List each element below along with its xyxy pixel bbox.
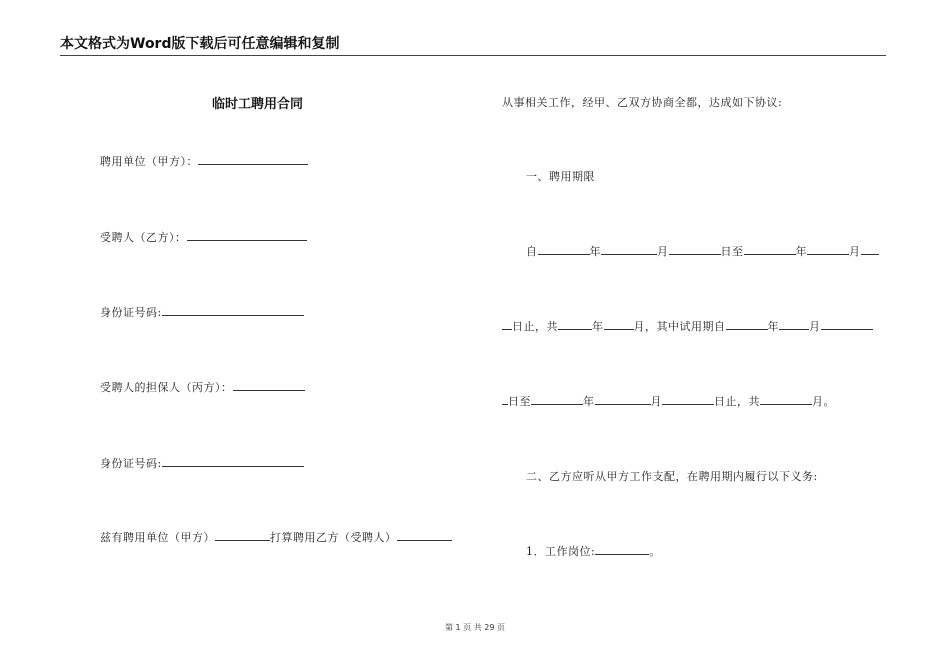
month-text: 月: [657, 245, 669, 258]
employer-label: 聘用单位（甲方）：: [100, 155, 198, 168]
blank: [604, 319, 634, 330]
download-banner: 本文格式为Word版下载后可任意编辑和复制: [60, 36, 886, 56]
term-dates-line: [526, 243, 879, 259]
blank: [662, 394, 714, 405]
page-footer: 第 1 页 共 29 页: [445, 623, 505, 632]
id-blank-2: [162, 456, 304, 467]
blank: [595, 394, 651, 405]
employee-name-blank: [397, 530, 452, 541]
year-text: 年: [592, 320, 604, 333]
blank: [807, 244, 849, 255]
id-label-2: 身份证号码:: [100, 457, 162, 470]
trial-text: 月，其中试用期自: [633, 320, 726, 333]
hire-clause: [100, 529, 452, 545]
blank: [744, 244, 796, 255]
day-end-text: 日止，共: [714, 395, 760, 408]
blank: [531, 394, 583, 405]
employee-blank: [187, 230, 307, 241]
section-1-heading: 一、聘用期限: [526, 170, 595, 183]
trial-end-line: [502, 393, 835, 409]
contract-title: 临时工聘用合同: [212, 97, 304, 112]
day-end-text: 日止，共: [512, 320, 558, 333]
day-to-text: 日至: [508, 395, 531, 408]
trial-period-line: [502, 318, 873, 334]
employee-field: [100, 229, 307, 245]
month-text: 月: [650, 395, 662, 408]
job-position-field: [526, 543, 661, 559]
month-text: 月: [809, 320, 821, 333]
guarantor-label: 受聘人的担保人（丙方）：: [100, 381, 233, 394]
blank: [669, 244, 721, 255]
blank: [558, 319, 592, 330]
id-blank-1: [162, 305, 304, 316]
section-2-heading: 二、乙方应听从甲方工作支配，在聘用期内履行以下义务:: [526, 470, 818, 483]
year-text: 年: [795, 245, 807, 258]
day-to-text: 日至: [720, 245, 744, 258]
blank: [821, 319, 873, 330]
employer-name-blank: [215, 530, 270, 541]
from-text: 自: [526, 245, 538, 258]
employer-blank: [198, 154, 308, 165]
year-text: 年: [583, 395, 595, 408]
hire-clause-a: 兹有聘用单位（甲方）: [100, 531, 215, 544]
id-field-2: [100, 455, 304, 471]
year-text: 年: [767, 320, 779, 333]
blank: [861, 244, 879, 255]
blank: [760, 394, 812, 405]
employer-field: [100, 153, 308, 169]
blank: [538, 244, 590, 255]
month-end-text: 月。: [812, 395, 835, 408]
employee-label: 受聘人（乙方）：: [100, 231, 187, 244]
year-text: 年: [589, 245, 601, 258]
month-text: 月: [849, 245, 861, 258]
job-position-end: 。: [649, 545, 661, 558]
blank: [502, 319, 512, 330]
blank: [601, 244, 657, 255]
id-field-1: [100, 304, 304, 320]
intro-text: 从事相关工作，经甲、乙双方协商全都，达成如下协议:: [502, 96, 783, 109]
blank: [779, 319, 809, 330]
hire-clause-b: 打算聘用乙方（受聘人）: [270, 531, 397, 544]
job-position-blank: [595, 544, 649, 555]
guarantor-blank: [233, 380, 305, 391]
id-label-1: 身份证号码:: [100, 306, 162, 319]
job-position-label: 1．工作岗位:: [526, 545, 596, 558]
blank: [726, 319, 768, 330]
guarantor-field: [100, 379, 305, 395]
